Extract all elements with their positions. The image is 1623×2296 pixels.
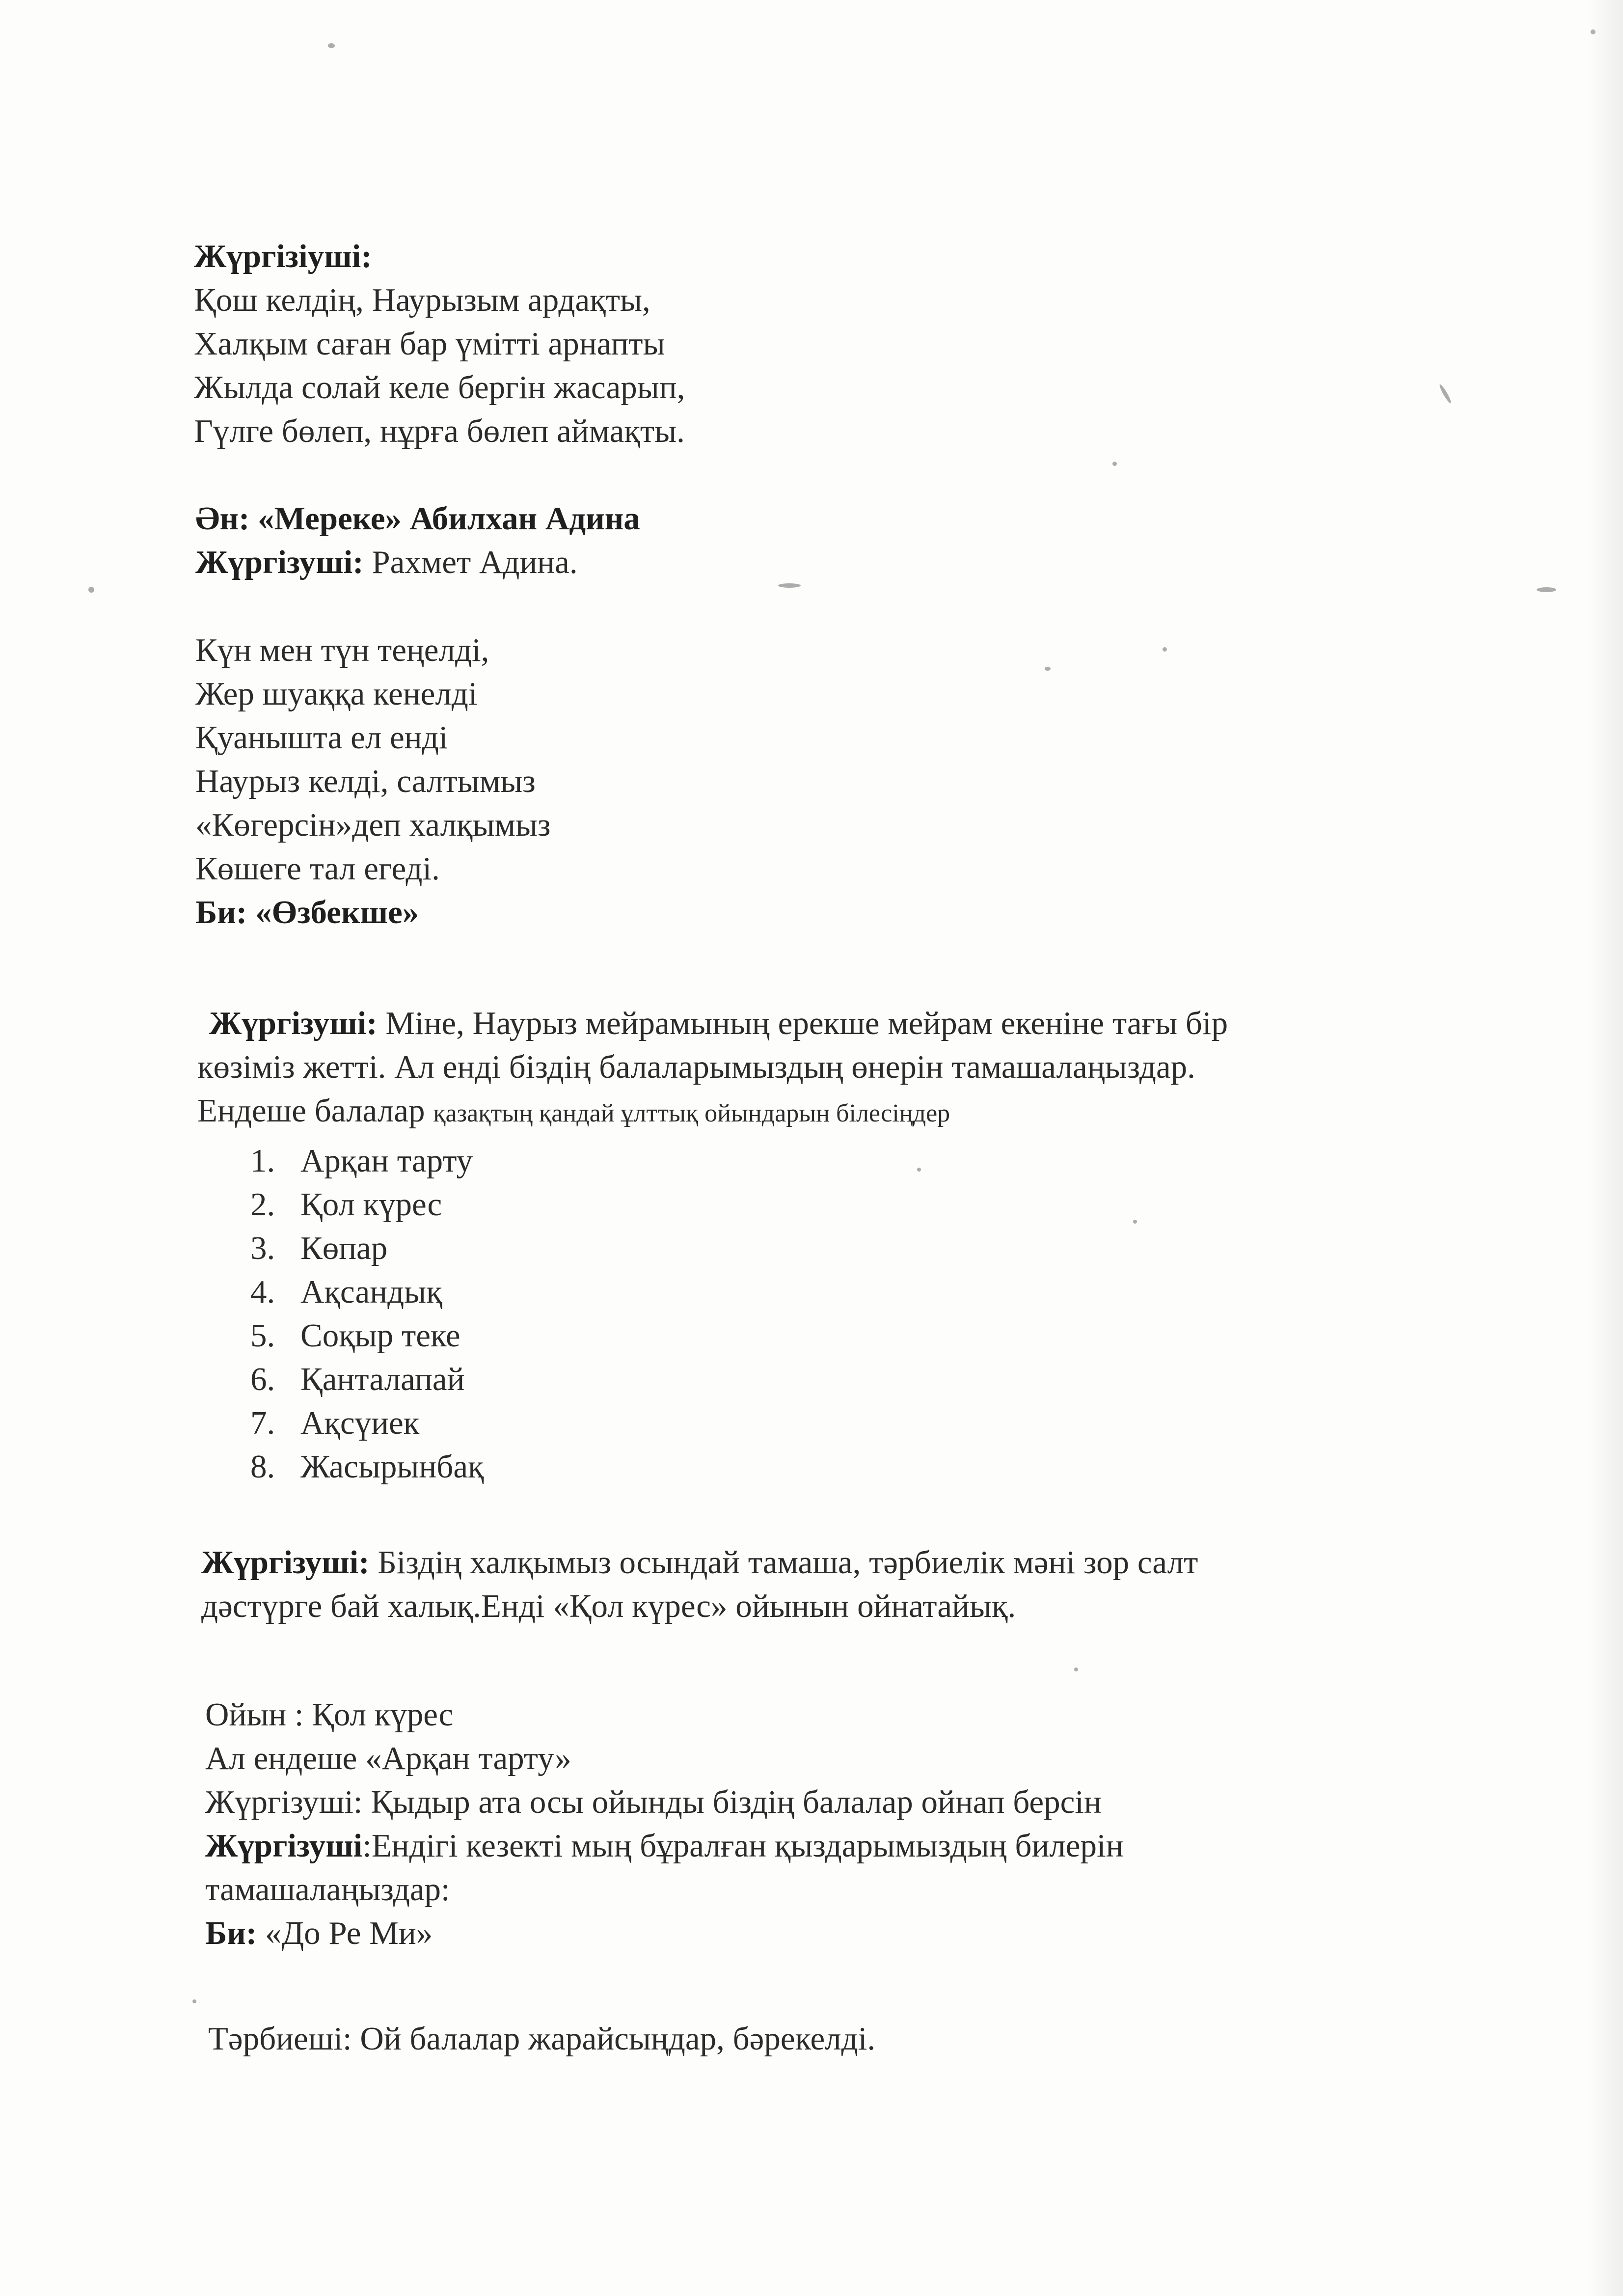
- paragraph-text: Міне, Наурыз мейрамының ерекше мейрам екеніне тағы бір: [377, 1005, 1228, 1041]
- list-number: 6.: [250, 1361, 275, 1397]
- poem-line: Жер шуаққа кенелді: [195, 676, 478, 712]
- poem-block-2: [195, 629, 551, 934]
- paragraph-line: [205, 1912, 1123, 1955]
- scan-speck: [1045, 667, 1051, 671]
- host-label: Жүргізуші:: [209, 1005, 378, 1041]
- scan-speck: [88, 587, 94, 593]
- game-name: Көпар: [300, 1230, 388, 1266]
- scan-edge-shadow: [1589, 0, 1623, 2296]
- poem-block-1: [194, 235, 685, 453]
- game-name: Ақсандық: [300, 1274, 442, 1310]
- game-name: Ақсүиек: [300, 1405, 420, 1441]
- games-list: [250, 1139, 484, 1489]
- scan-speck: [778, 583, 801, 588]
- game-name: Арқан тарту: [300, 1143, 473, 1179]
- paragraph-line: [205, 1824, 1123, 1868]
- poem-line: Гүлге бөлеп, нұрға бөлеп аймақты.: [194, 413, 685, 449]
- paragraph-line: көзіміз жетті. Ал енді біздің балаларымыздың өнерін тамашалаңыздар.: [197, 1049, 1195, 1085]
- paragraph-line: [201, 1541, 1198, 1585]
- host-label: Жүргізіуші:: [194, 238, 372, 274]
- poem-line: «Көгерсін»деп халқымыз: [195, 807, 551, 843]
- list-item: [250, 1227, 484, 1270]
- paragraph-line: тамашалаңыздар:: [205, 1871, 450, 1908]
- host-label: Жүргізуші:: [201, 1544, 370, 1581]
- poem-line: Қош келдің, Наурызым ардақты,: [194, 282, 650, 318]
- paragraph-line: Ойын : Қол күрес: [205, 1696, 454, 1733]
- tradition-paragraph: [201, 1541, 1198, 1628]
- poem-line: Жылда солай келе бергін жасарып,: [194, 369, 685, 406]
- paragraph-line: Тәрбиеші: Ой балалар жарайсыңдар, бәрекелді.: [208, 2021, 876, 2057]
- song-title: Ән: «Мереке» Абилхан Адина: [195, 500, 640, 537]
- list-item: [250, 1270, 484, 1314]
- poem-line: Қуанышта ел енді: [195, 719, 448, 756]
- list-item: [250, 1139, 484, 1183]
- scan-speck: [917, 1168, 921, 1172]
- list-number: 5.: [250, 1317, 275, 1354]
- scan-speck: [328, 43, 335, 48]
- list-item: [250, 1183, 484, 1227]
- list-number: 4.: [250, 1274, 275, 1310]
- poem-line: Наурыз келді, салтымыз: [195, 763, 536, 799]
- paragraph-text: Біздің халқымыз осындай тамаша, тәрбиелік мәні зор салт: [369, 1544, 1198, 1581]
- game-name: Қанталапай: [300, 1361, 465, 1397]
- scan-speck: [1537, 587, 1556, 592]
- game-name: Жасырынбақ: [300, 1449, 484, 1485]
- paragraph-line: [197, 1002, 1228, 1045]
- poem-line: Күн мен түн теңелді,: [195, 632, 489, 668]
- list-number: 2.: [250, 1186, 275, 1223]
- list-number: 7.: [250, 1405, 275, 1441]
- list-item: [250, 1445, 484, 1489]
- paragraph-line: дәстүрге бай халық.Енді «Қол күрес» ойынын ойнатайық.: [201, 1588, 1016, 1624]
- paragraph-text: :Ендігі кезекті мың бұралған қыздарымыздың билерін: [362, 1828, 1124, 1864]
- list-item: [250, 1358, 484, 1401]
- list-item: [250, 1401, 484, 1445]
- scan-speck: [1074, 1667, 1078, 1671]
- scan-speck: [1438, 383, 1453, 404]
- game-name: Қол күрес: [300, 1186, 442, 1223]
- host-text: Рахмет Адина.: [363, 544, 578, 580]
- scan-speck: [1112, 462, 1117, 466]
- dance-title: Би: «Өзбекше»: [195, 894, 419, 930]
- song-block: [195, 497, 640, 584]
- scan-speck: [192, 1999, 196, 2003]
- host-line: [195, 541, 640, 584]
- poem-line: Халқым саған бар үмітті арнапты: [194, 326, 665, 362]
- paragraph-text: Ендеше балалар: [197, 1093, 433, 1129]
- game-name: Соқыр теке: [300, 1317, 460, 1354]
- paragraph-line: Жүргізуші: Қыдыр ата осы ойынды біздің балалар ойнап берсін: [205, 1784, 1102, 1820]
- paragraph-line: [197, 1089, 1228, 1135]
- scan-speck: [1133, 1220, 1137, 1224]
- poem-line: Көшеге тал егеді.: [195, 850, 440, 887]
- dance-title: «До Ре Ми»: [257, 1915, 433, 1951]
- paragraph-small-text: қазақтың қандай ұлттық ойындарын білесіңдер: [433, 1099, 950, 1127]
- list-number: 3.: [250, 1230, 275, 1266]
- list-item: [250, 1314, 484, 1358]
- paragraph-line: Ал ендеше «Арқан тарту»: [205, 1740, 571, 1777]
- game-block: [205, 1693, 1123, 1955]
- list-number: 8.: [250, 1449, 275, 1485]
- intro-paragraph: [197, 1002, 1228, 1135]
- host-label: Жүргізуші: [205, 1828, 363, 1864]
- host-label: Жүргізуші:: [195, 544, 364, 580]
- list-number: 1.: [250, 1143, 275, 1179]
- dance-label: Би:: [205, 1915, 257, 1951]
- teacher-line: [208, 2017, 875, 2061]
- scan-speck: [1163, 647, 1167, 652]
